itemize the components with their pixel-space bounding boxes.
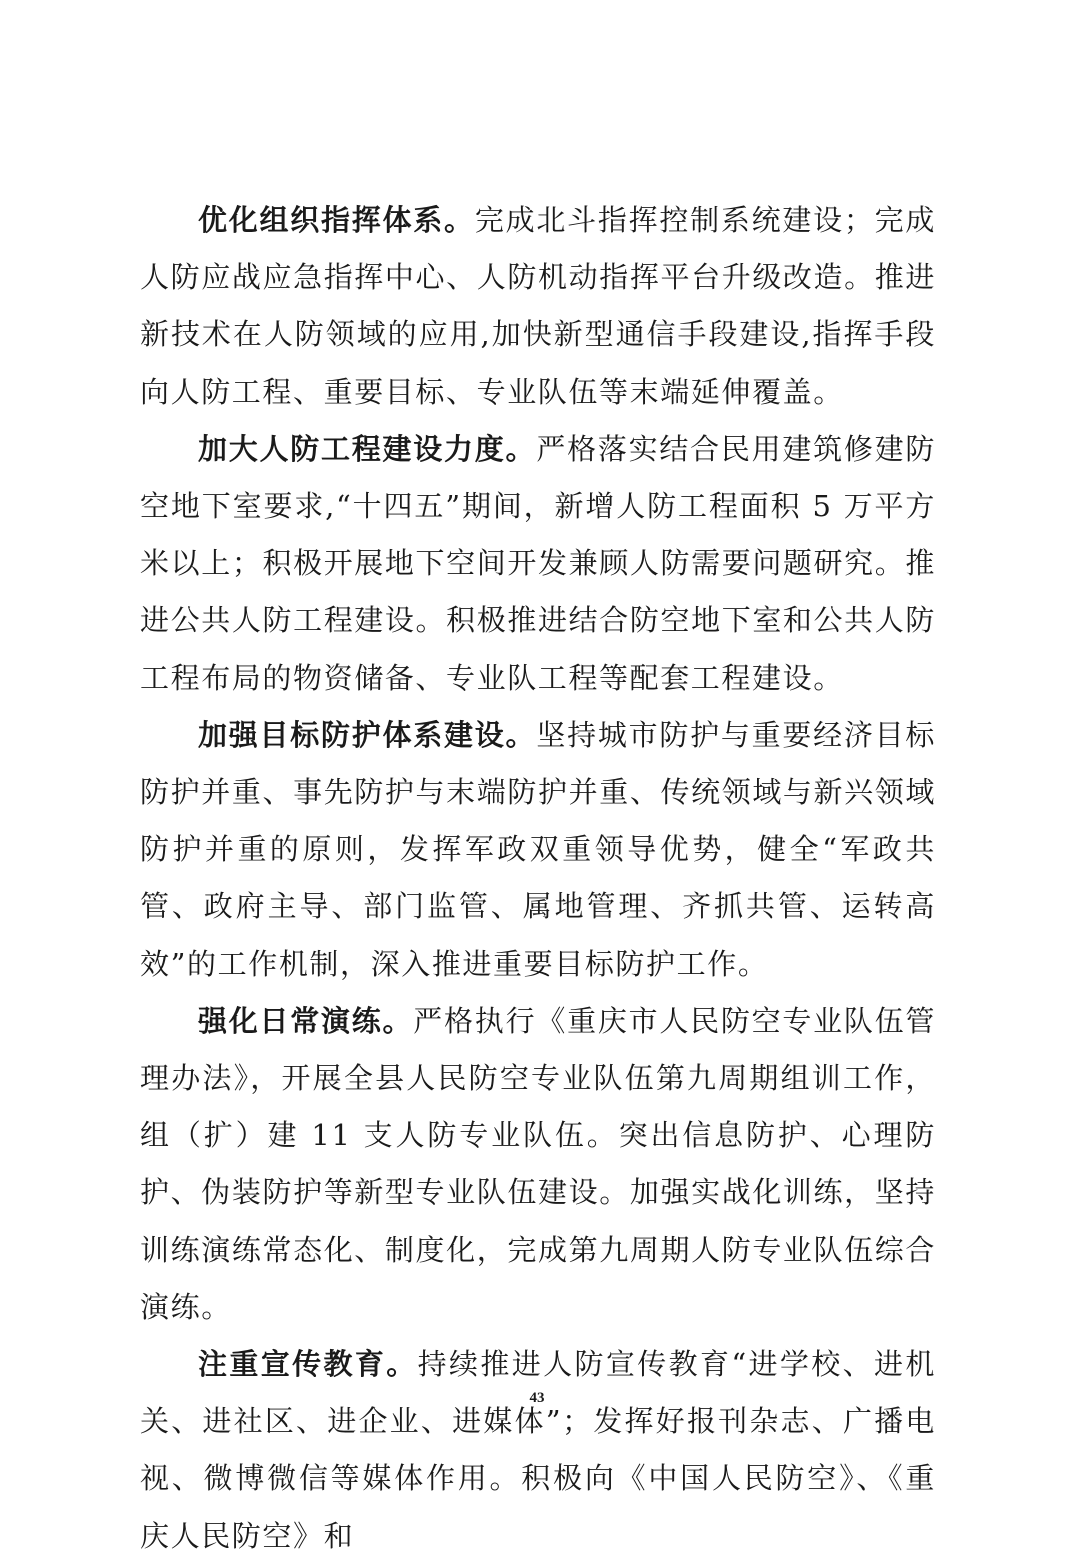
paragraph-publicity [140, 1336, 936, 1565]
page-number: 43 [529, 1390, 545, 1406]
paragraph-heading: 加大人防工程建设力度。 [198, 431, 537, 466]
paragraph-heading: 优化组织指挥体系。 [198, 203, 475, 237]
paragraph-text: 严格执行《重庆市人民防空专业队伍管理办法》，开展全县人民防空专业队伍第九周期组训工作，组（扩）建 11 支人防专业队伍。突出信息防护、心理防护、伪装防护等新型专业队伍建设。加强实战化训练，坚持训练演练常态化、制度化，完成第九周期人防专业队伍综合演练。 [140, 1003, 936, 1324]
document-body [140, 192, 936, 1565]
paragraph-text: 坚持城市防护与重要经济目标防护并重、事先防护与末端防护并重、传统领域与新兴领域防护并重的原则，发挥军政双重领导优势，健全“军政共管、政府主导、部门监管、属地管理、齐抓共管、运转高效”的工作机制，深入推进重要目标防护工作。 [140, 717, 936, 981]
paragraph-text: 完成北斗指挥控制系统建设；完成人防应战应急指挥中心、人防机动指挥平台升级改造。推进新技术在人防领域的应用,加快新型通信手段建设,指挥手段向人防工程、重要目标、专业队伍等末端延伸覆盖。 [140, 203, 936, 409]
paragraph-text: 持续推进人防宣传教育“进学校、进机关、进社区、进企业、进媒体”；发挥好报刊杂志、广播电视、微博微信等媒体作用。积极向《中国人民防空》、《重庆人民防空》和 [140, 1347, 936, 1553]
paragraph-text: 严格落实结合民用建筑修建防空地下室要求,“十四五”期间，新增人防工程面积 5 万平方米以上；积极开展地下空间开发兼顾人防需要问题研究。推进公共人防工程建设。积极推进结合防空地下室和公共人防工程布局的物资储备、专业队工程等配套工程建设。 [140, 431, 936, 695]
paragraph-heading: 强化日常演练。 [198, 1003, 414, 1038]
paragraph-command-system [140, 192, 936, 421]
paragraph-heading: 注重宣传教育。 [198, 1347, 418, 1382]
paragraph-target-protection [140, 707, 936, 993]
paragraph-drills [140, 993, 936, 1336]
paragraph-heading: 加强目标防护体系建设。 [198, 717, 537, 752]
paragraph-engineering [140, 421, 936, 707]
